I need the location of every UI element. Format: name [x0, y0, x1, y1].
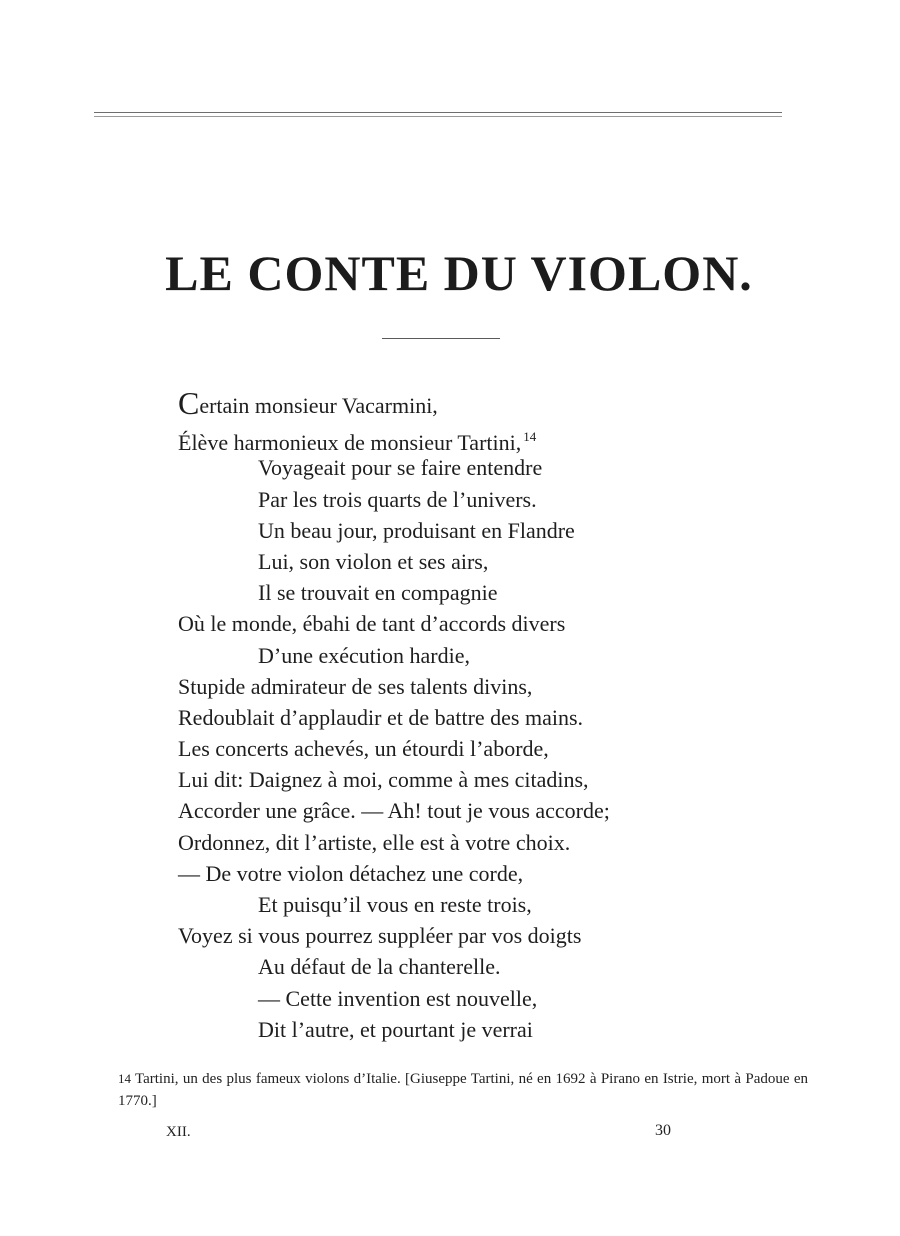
top-rule-secondary	[94, 116, 782, 117]
drop-cap: C	[178, 385, 200, 421]
poem-line-1	[178, 385, 738, 421]
poem-line: Et puisqu’il vous en reste trois,	[258, 892, 532, 917]
poem-line: Par les trois quarts de l’univers.	[258, 486, 537, 512]
poem-line: Redoublait d’applaudir et de battre des mains.	[178, 704, 584, 730]
poem-body	[178, 385, 738, 1045]
poem-line-2-text: Élève harmonieux de monsieur Tartini,	[178, 430, 522, 456]
poem-line: Lui, son violon et ses airs,	[258, 548, 489, 574]
poem-line: Lui dit: Daignez à moi, comme à mes citadins,	[178, 767, 589, 793]
top-rule	[94, 112, 782, 113]
footnote-number: 14	[118, 1071, 131, 1086]
poem-line: Stupide admirateur de ses talents divins,	[178, 673, 533, 699]
poem-line: Les concerts achevés, un étourdi l’aborde,	[178, 736, 549, 762]
poem-line: D’une exécution hardie,	[258, 642, 470, 668]
poem-line-2	[178, 421, 738, 456]
page-number: 30	[655, 1122, 671, 1139]
page-title: LE CONTE DU VIOLON.	[165, 245, 753, 301]
poem-line-1-text: ertain monsieur Vacarmini,	[199, 393, 438, 418]
signature-mark: XII.	[166, 1124, 191, 1140]
poem-line: Où le monde, ébahi de tant d’accords divers	[178, 611, 566, 637]
poem-line: Accorder une grâce. — Ah! tout je vous accorde;	[178, 798, 610, 824]
poem-line: Il se trouvait en compagnie	[258, 580, 498, 606]
poem-line: Ordonnez, dit l’artiste, elle est à votre choix.	[178, 829, 571, 855]
poem-line: — De votre violon détachez une corde,	[178, 860, 524, 886]
poem-line: Au défaut de la chanterelle.	[258, 954, 501, 980]
footnote-reference: 14	[523, 429, 537, 445]
footnote	[118, 1068, 808, 1112]
poem-line: Dit l’autre, et pourtant je verrai	[258, 1016, 533, 1042]
footnote-text: Tartini, un des plus fameux violons d’Italie. [Giuseppe Tartini, né en 1692 à Pirano en Istrie, mort à Padoue en 1770.]	[118, 1071, 808, 1109]
poem-line: — Cette invention est nouvelle,	[258, 985, 538, 1011]
poem-line: Un beau jour, produisant en Flandre	[258, 517, 575, 543]
title-divider	[382, 338, 500, 339]
poem-line: Voyez si vous pourrez suppléer par vos doigts	[178, 923, 582, 949]
poem-line: Voyageait pour se faire entendre	[258, 455, 543, 481]
